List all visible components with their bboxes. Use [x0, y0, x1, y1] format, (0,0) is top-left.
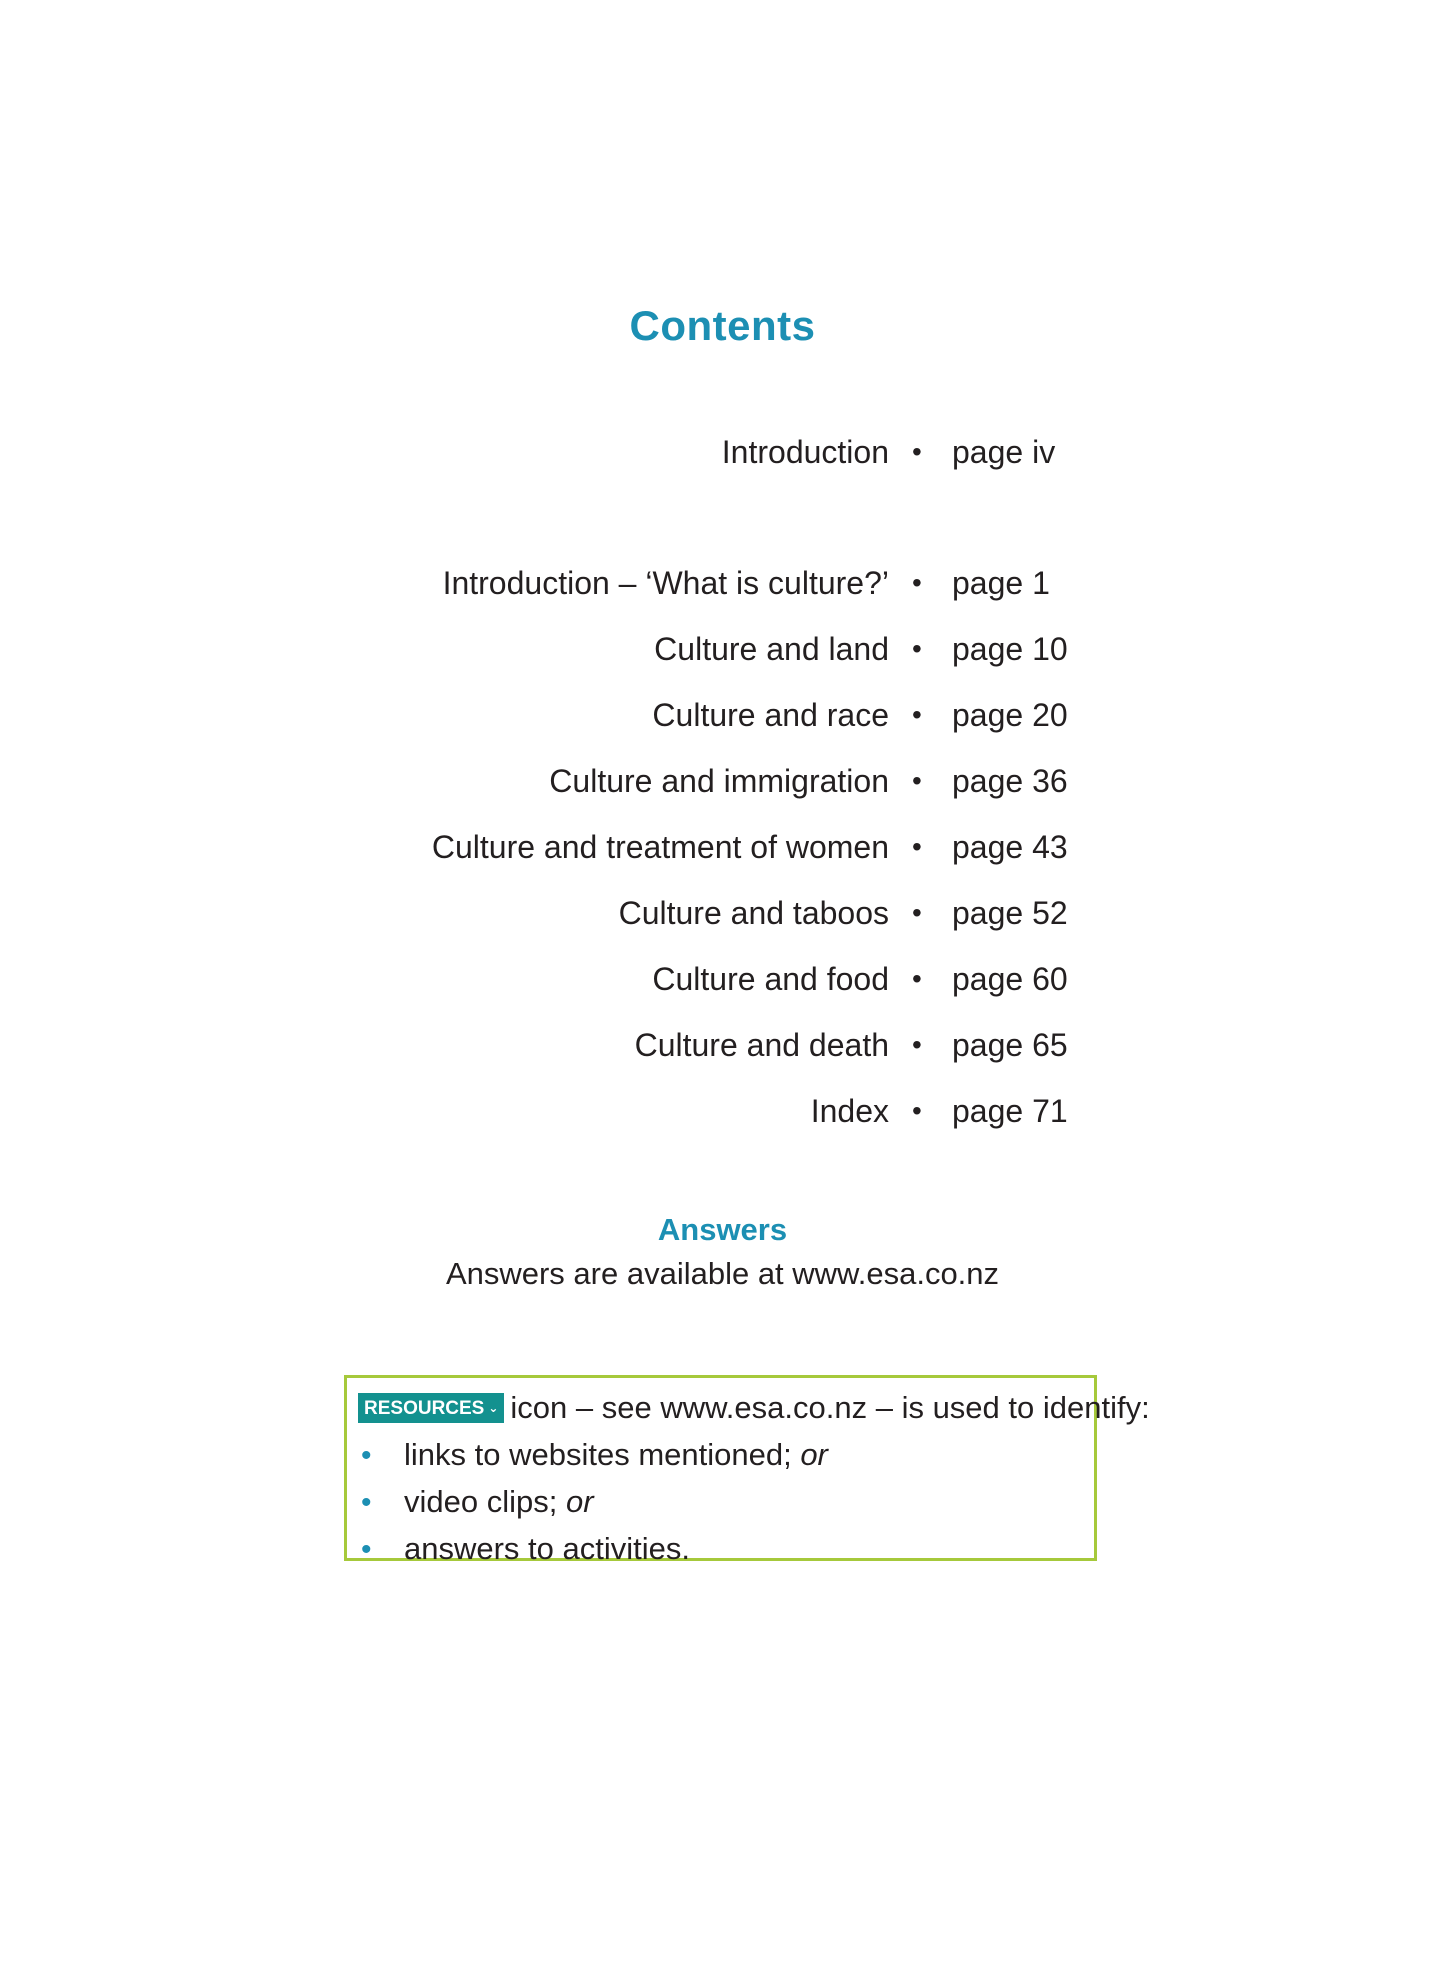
toc-page: page 10 [952, 631, 1068, 667]
toc-row[interactable] [0, 825, 1445, 869]
page-title: Contents [629, 302, 816, 349]
resources-intro-line [358, 1388, 1150, 1428]
toc-row-intro[interactable] [0, 430, 1445, 474]
toc-page: page 43 [952, 829, 1068, 865]
toc-page: page 1 [952, 565, 1050, 601]
toc-label: Culture and taboos [618, 895, 889, 931]
toc-bullet: • [912, 633, 922, 664]
toc-row[interactable] [0, 1023, 1445, 1067]
resources-item-text: links to websites mentioned; [404, 1437, 801, 1472]
toc-bullet: • [912, 1095, 922, 1126]
answers-heading: Answers [657, 1212, 788, 1247]
toc-page: page iv [952, 434, 1056, 470]
resources-badge-icon[interactable] [358, 1393, 504, 1423]
toc-bullet: • [912, 897, 922, 928]
toc-bullet: • [912, 765, 922, 796]
toc-page: page 71 [952, 1093, 1068, 1129]
chevron-down-icon: ⌄ [488, 1401, 499, 1415]
toc-row[interactable] [0, 759, 1445, 803]
toc-row[interactable] [0, 891, 1445, 935]
bullet-icon: • [361, 1486, 372, 1519]
resources-intro-text: icon – see www.esa.co.nz – is used to identify: [510, 1390, 1150, 1425]
resources-badge-label: RESOURCES [364, 1398, 485, 1419]
toc-label: Culture and race [652, 697, 889, 733]
toc-row[interactable] [0, 627, 1445, 671]
toc-page: page 20 [952, 697, 1068, 733]
toc-label: Culture and food [652, 961, 889, 997]
resources-list-item [361, 1482, 594, 1523]
toc-label: Introduction – ‘What is culture?’ [442, 565, 889, 601]
resources-item-emphasis: or [565, 1484, 594, 1519]
resources-box [344, 1375, 1150, 1566]
toc-label: Introduction [721, 434, 889, 470]
resources-item-text: answers to activities. [404, 1531, 690, 1566]
toc-bullet: • [912, 567, 922, 598]
resources-list-item [361, 1529, 690, 1570]
toc-page: page 36 [952, 763, 1068, 799]
toc-label: Culture and death [634, 1027, 889, 1063]
toc-page: page 52 [952, 895, 1068, 931]
resources-item-emphasis: or [800, 1437, 828, 1472]
answers-text: Answers are available at www.esa.co.nz [445, 1256, 1000, 1291]
toc-row[interactable] [0, 561, 1445, 605]
resources-list-item [361, 1435, 828, 1476]
toc-label: Culture and treatment of women [431, 829, 889, 865]
toc-bullet: • [912, 699, 922, 730]
toc-label: Culture and land [654, 631, 889, 667]
toc-row[interactable] [0, 957, 1445, 1001]
toc-page: page 65 [952, 1027, 1068, 1063]
toc-label: Index [810, 1093, 889, 1129]
toc-bullet: • [912, 831, 922, 862]
toc-row[interactable] [0, 1089, 1445, 1133]
toc-bullet: • [912, 963, 922, 994]
toc-bullet: • [912, 436, 922, 467]
toc-row[interactable] [0, 693, 1445, 737]
resources-item-text: video clips; [404, 1484, 566, 1519]
bullet-icon: • [361, 1439, 372, 1472]
toc-bullet: • [912, 1029, 922, 1060]
bullet-icon: • [361, 1533, 372, 1566]
toc-page: page 60 [952, 961, 1068, 997]
toc-label: Culture and immigration [549, 763, 889, 799]
